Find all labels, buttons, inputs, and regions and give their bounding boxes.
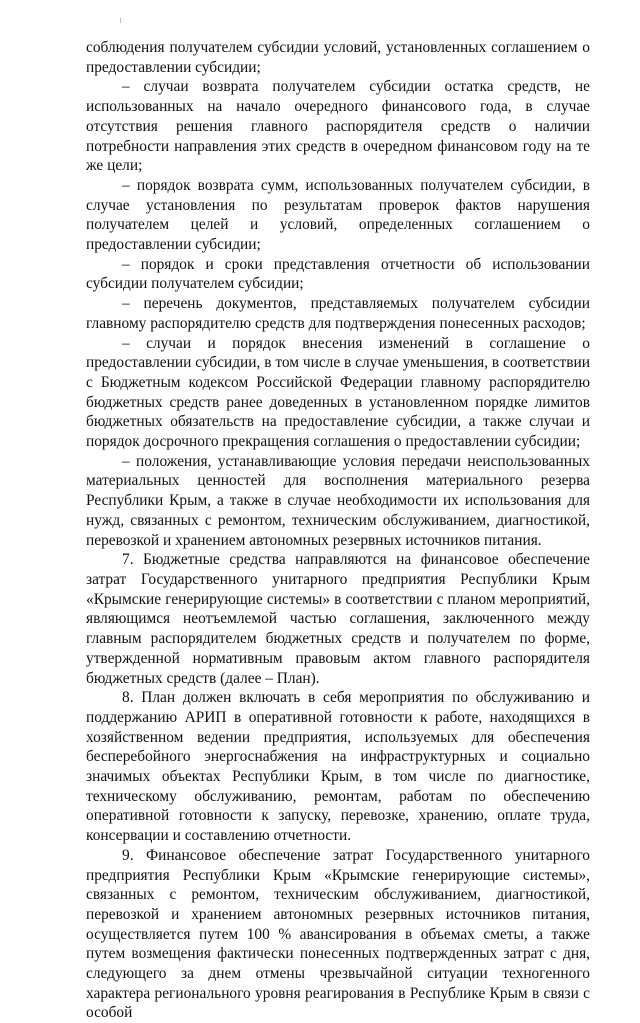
list-item-return-procedure: – порядок возврата сумм, использованных получателем субсидии, в случае установления по результатам проверок фактов нарушения получателем целей и условий, определенных соглашением о предоставлении субсидии; [86, 176, 590, 254]
list-item-material-values-transfer: – положения, устанавливающие условия передачи неиспользованных материальных ценностей для восполнения материального резерва Республики Крым, а также в случае необходимости их использования для нужд, связанных с ремонтом, техническим обслуживанием, диагностикой, перевозкой и хранением автономных резервных источников питания. [86, 452, 590, 549]
paragraph-continuation: соблюдения получателем субсидии условий, установленных соглашением о предоставлении субсидии; [86, 39, 590, 76]
document-body [86, 38, 590, 1023]
list-item-reporting-procedure: – порядок и сроки представления отчетности об использовании субсидии получателем субсидии; [86, 255, 590, 293]
list-item-documents-list: – перечень документов, представляемых получателем субсидии главному распорядителю средств для подтверждения понесенных расходов; [86, 295, 590, 332]
list-item-agreement-changes: – случаи и порядок внесения изменений в соглашение о предоставлении субсидии, в том числе в случае уменьшения, в соответствии с Бюджетным кодексом Российской Федерации главному распорядителю бюджетных средств ранее доведенных в установленном порядке лимитов бюджетных обязательств на предоставление субсидии, а также случаи и порядок досрочного прекращения соглашения о предоставлении субсидии; [86, 334, 590, 451]
scan-mark [120, 18, 121, 23]
paragraph-7: 7. Бюджетные средства направляются на финансовое обеспечение затрат Государственного унитарного предприятия Республики Крым «Крымские генерирующие системы» в соответствии с планом мероприятий, являющимся неотъемлемой частью соглашения, заключенного между главным распорядителем бюджетных средств и получателем по форме, утвержденной нормативным правовым актом главного распорядителя бюджетных средств (далее – План). [86, 551, 590, 687]
paragraph-9: 9. Финансовое обеспечение затрат Государственного унитарного предприятия Республики Крым «Крымские генерирующие системы», связанных с ремонтом, техническим обслуживанием, диагностикой, перевозкой и хранением автономных резервных источников питания, осуществляется путем 100 % авансирования в объемах сметы, а также путем возмещения фактически понесенных подтвержденных затрат с дня, следующего за днем отмены чрезвычайной ситуации техногенного характера регионального уровня реагирования в Республике Крым в связи с особой [86, 846, 590, 1022]
list-item-return-of-remaining-funds: – случаи возврата получателем субсидии остатка средств, не использованных на начало очередного финансового года, в случае отсутствия решения главного распорядителя средств о наличии потребности направления этих средств в очередном финансовом году на те же цели; [86, 78, 590, 175]
paragraph-8: 8. План должен включать в себя мероприятия по обслуживанию и поддержанию АРИП в оперативной готовности к работе, находящихся в хозяйственном ведении предприятия, используемых для обеспечения бесперебойного энергоснабжения на инфраструктурных и социально значимых объектах Республики Крым, в том числе по диагностике, техническому обслуживанию, ремонтам, работам по обеспечению оперативной готовности к запуску, перевозке, хранению, оплате труда, консервации и составлению отчетности. [86, 689, 590, 845]
